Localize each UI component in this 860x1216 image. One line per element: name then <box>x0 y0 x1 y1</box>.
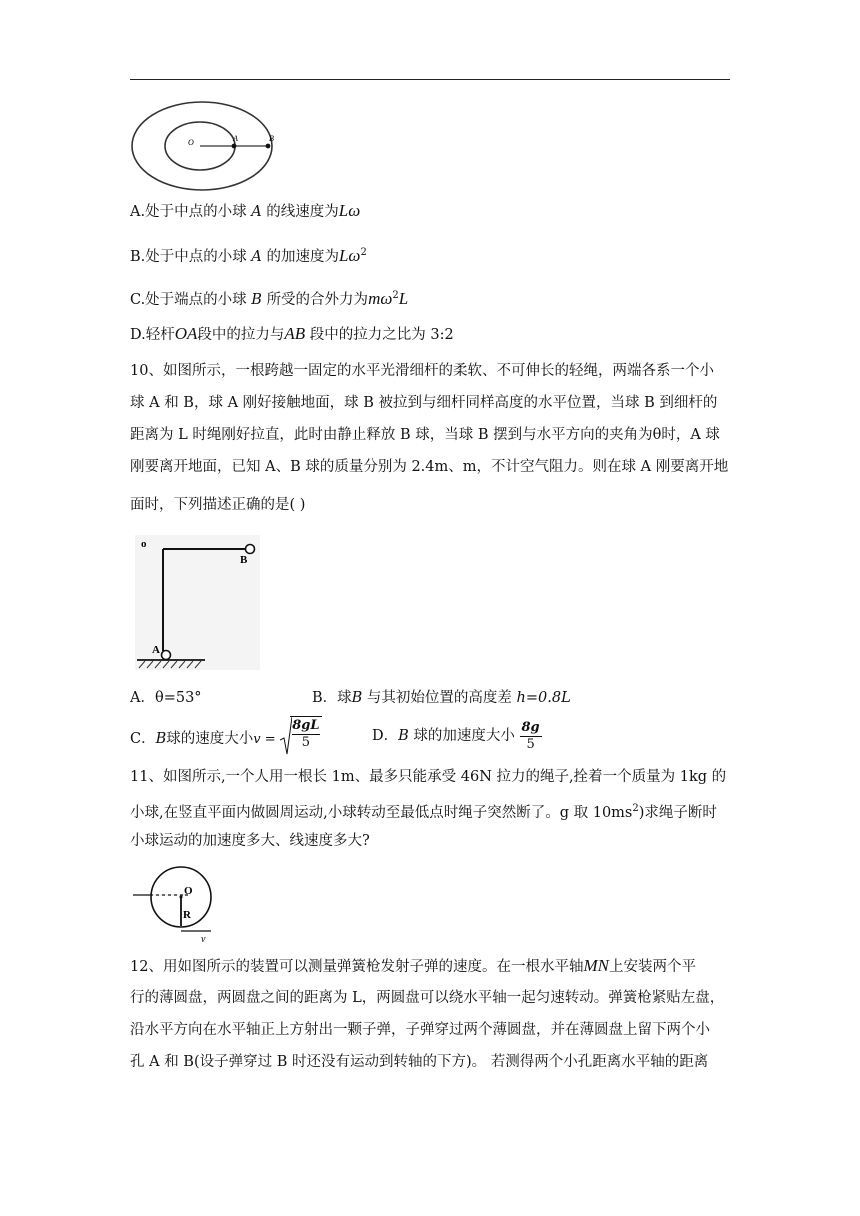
fraction-num: 8gL <box>292 718 320 733</box>
q10-option-d: D．B 球的加速度大小 $\frac{8g}{5}$ <box>372 719 540 752</box>
fraction-den: 5 <box>301 735 311 750</box>
fraction <box>520 720 542 753</box>
label-O: O <box>184 885 193 897</box>
label-A: A <box>233 134 238 143</box>
q9-option-b: B.处于中点的小球 A 的加速度为$L\omega^2$ <box>130 245 367 265</box>
label-v: v <box>201 934 206 944</box>
q12-line-4: 孔 A 和 B(设子弹穿过 B 时还没有运动到转轴的下方)。 若测得两个小孔距离水平轴的距离 <box>130 1054 709 1070</box>
q9-figure <box>130 100 290 195</box>
label-O: O <box>188 138 194 147</box>
label-o: o <box>141 538 147 550</box>
header-rule <box>130 79 730 80</box>
q10-option-a: A．θ=53° <box>130 690 202 706</box>
q9-option-c: C.处于端点的小球 B 所受的合外力为$m\omega^2L$ <box>130 288 409 308</box>
q10-line-2: 球 A 和 B，球 A 刚好接触地面，球 B 被拉到与细杆同样高度的水平位置，当球 B 到细杆的 <box>130 395 718 411</box>
fraction-den: 5 <box>526 736 535 752</box>
q11-figure <box>133 862 218 944</box>
q11-line-1: 11、如图所示,一个人用一根长 1m、最多只能承受 46N 拉力的绳子,拴着一个质量为 1kg 的 <box>130 769 727 785</box>
q10-option-c: C．B球的速度大小v = $\frac{8gL}{5}$ <box>130 716 322 762</box>
q10-figure <box>135 535 260 670</box>
q10-line-5: 面时，下列描述正确的是( ) <box>130 497 306 513</box>
sqrt-sign <box>280 716 292 756</box>
q9-option-a: A.处于中点的小球 A 的线速度为Lω <box>130 201 361 220</box>
q11-line-3: 小球运动的加速度多大、线速度多大? <box>130 833 370 849</box>
q10-line-3: 距离为 L 时绳刚好拉直，此时由静止释放 B 球，当球 B 摆到与水平方向的夹角为θ时，A 球 <box>130 427 720 443</box>
sqrt-expression <box>280 716 321 762</box>
label-B: B <box>240 554 248 566</box>
ball-A <box>162 651 171 660</box>
ball-A <box>232 144 237 149</box>
ball-B <box>266 144 271 149</box>
label-R: R <box>183 909 191 921</box>
q10-option-b: B．球B 与其初始位置的高度差 h=0.8L <box>312 690 571 706</box>
label-B: B <box>269 134 274 143</box>
q9-option-d: D.轻杆OA段中的拉力与AB 段中的拉力之比为 3:2 <box>130 324 454 343</box>
q10-line-1: 10、如图所示，一根跨越一固定的水平光滑细杆的柔软、不可伸长的轻绳，两端各系一个小 <box>130 363 714 379</box>
q12-line-2: 行的薄圆盘，两圆盘之间的距离为 L，两圆盘可以绕水平轴一起匀速转动。弹簧枪紧贴左盘， <box>130 990 725 1006</box>
q12-line-3: 沿水平方向在水平轴正上方射出一颗子弹，子弹穿过两个薄圆盘，并在薄圆盘上留下两个小 <box>130 1022 710 1038</box>
q11-line-2: 小球,在竖直平面内做圆周运动,小球转动至最低点时绳子突然断了。g 取 $10ms^2$)求绳子断时 <box>130 803 717 821</box>
fraction-num: 8g <box>521 719 540 735</box>
q10-line-4: 刚要离开地面，已知 A、B 球的质量分别为 2.4m、m，不计空气阻力。则在球 A 刚要离开地 <box>130 459 729 475</box>
q12-line-1: 12、用如图所示的装置可以测量弹簧枪发射子弹的速度。在一根水平轴MN上安装两个平 <box>130 956 696 975</box>
label-A: A <box>152 644 160 656</box>
ball-B <box>246 545 255 554</box>
center-O <box>180 896 183 899</box>
